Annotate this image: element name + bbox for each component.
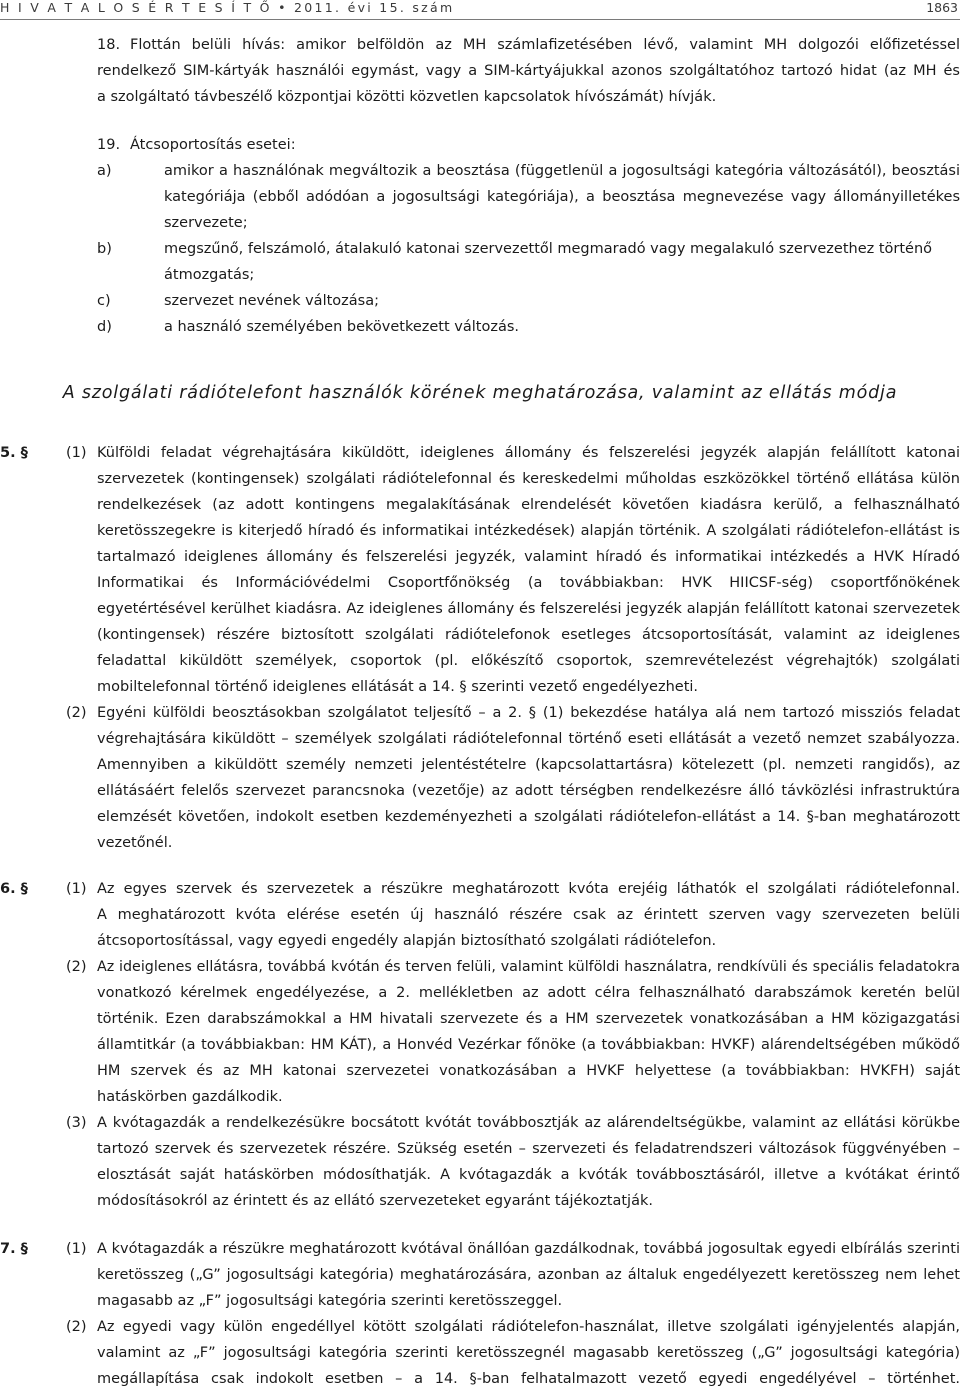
text-line: átcsoportosítással, vagy egyedi engedély alapján biztosítható szolgálati rádiótelefon. bbox=[97, 933, 717, 949]
section-7-1-text bbox=[97, 1236, 960, 1314]
text-line: módosításokról az érintett és az ellátó szervezeteket egyaránt tájékoztatják. bbox=[97, 1193, 653, 1209]
text-line: elosztását saját hatáskörben módosíthatják. A kvótagazdák a kvóták továbbosztásáról, illetve a kvótákat érintő bbox=[97, 1167, 960, 1183]
subitem-a-text bbox=[164, 158, 960, 236]
text-line: egyetértésével kerülhet kiadásra. Az ideiglenes állomány és felszerelési jegyzék alapján felállított katonai szervezetek bbox=[97, 601, 960, 617]
item-18-text bbox=[130, 32, 960, 58]
section-7-number: 7. § bbox=[0, 1241, 28, 1257]
section-5-2-label: (2) bbox=[66, 705, 87, 721]
text-line: tartalmazó ideiglenes állomány és felszerelési jegyzék, valamint híradó és informatikai intézkedés a HVK Híradó bbox=[97, 549, 960, 565]
text-line: keretösszegekre is kiterjedő híradó és informatikai intézkedések) alapján történik. A szolgálati rádiótelefon-ellátást is bbox=[97, 523, 960, 539]
section-6-2-text bbox=[97, 954, 960, 1110]
text-line: A meghatározott kvóta elérése esetén új használó részére csak az érintett szerven vagy szervezeten belüli bbox=[97, 907, 960, 923]
text-line: magasabb az „F” jogosultsági kategória szerinti keretösszeggel. bbox=[97, 1293, 563, 1309]
header-rule bbox=[0, 19, 960, 20]
text-line: amikor a használónak megváltozik a beosztása (függetlenül a jogosultsági kategória változásától), beosztási bbox=[164, 163, 960, 179]
journal-title: H I V A T A L O S É R T E S Í T Ő • 2011. évi 15. szám bbox=[0, 0, 455, 15]
text-line: Egyéni külföldi beosztásokban szolgálatot teljesítő – a 2. § (1) bekezdése hatálya alá nem tartozó missziós feladat bbox=[97, 705, 960, 721]
section-heading: A szolgálati rádiótelefont használók körének meghatározása, valamint az ellátás módja bbox=[62, 383, 898, 403]
section-6-2-label: (2) bbox=[66, 959, 87, 975]
text-line: (kontingensek) részére biztosított szolgálati rádiótelefonok esetleges átcsoportosítását, valamint az ideiglenes bbox=[97, 627, 960, 643]
text-line: A kvótagazdák a rendelkezésükre bocsátott kvótát továbbosztják az alárendeltségükbe, valamint az ellátási körükbe bbox=[97, 1115, 960, 1131]
text-line: rendelkező SIM-kártyák használói egymást, vagy a SIM-kártyájukkal azonos szolgáltatóhoz tartozó hidat (az MH és bbox=[97, 63, 960, 79]
section-6-3-label: (3) bbox=[66, 1115, 87, 1131]
text-line: Amennyiben a kiküldött személy nemzeti jelentéstételre (kapcsolattartásra) kötelezett (pl. nemzeti rangidős), az bbox=[97, 757, 960, 773]
text-line: ellátásáért felelős szervezet parancsnoka (vezetője) az adott térségben rendelkezésre álló távközlési infrastruktúra bbox=[97, 783, 960, 799]
text-line: valamint az „F” jogosultsági kategória szerinti keretösszegnél magasabb keretösszeg („G” jogosultsági kategória) bbox=[97, 1345, 960, 1361]
text-line: végrehajtására kiküldött – személyek szolgálati rádiótelefonnal történő eseti ellátását a vezető nemzet szabályozza. bbox=[97, 731, 960, 747]
text-line: Külföldi feladat végrehajtására kiküldött, ideiglenes állomány és felszerelési jegyzék alapján felállított katonai bbox=[97, 445, 960, 461]
item-19-title: Átcsoportosítás esetei: bbox=[130, 137, 296, 153]
text-line: szervezete; bbox=[164, 215, 248, 231]
text-line: a szolgáltató távbeszélő központjai közötti közvetlen kapcsolatok hívószámát) hívják. bbox=[97, 89, 717, 105]
text-line: Az egyedi vagy külön engedéllyel kötött szolgálati rádiótelefon-használat, illetve szolgálati igényjelentés alapján, bbox=[97, 1319, 960, 1335]
section-5-2-text bbox=[97, 700, 960, 856]
text-line: történik. Ezen darabszámokkal a HM hivatali szervezete és a HM szervezetek vonatkozásában a HM közigazgatási bbox=[97, 1011, 960, 1027]
text-line: keretösszeg („G” jogosultsági kategória) meghatározására, azonban az általuk engedélyezett keretösszeg nem lehet bbox=[97, 1267, 960, 1283]
item-18-text-cont bbox=[97, 58, 960, 110]
subitem-c-label: c) bbox=[97, 293, 111, 309]
text-line: vezetőnél. bbox=[97, 835, 173, 851]
text-line: tartozó szervek és szervezetek részére. Szükség esetén – szervezeti és feladatrendszeri változások függvényében – bbox=[97, 1141, 960, 1157]
text-line: feladattal kiküldött személyek, csoportok (pl. előkészítő csoportok, szemrevételezést végrehajtók) szolgálati bbox=[97, 653, 960, 669]
text-line: Az ideiglenes ellátásra, továbbá kvótán és terven felüli, valamint külföldi használatra, rendkívüli és speciális feladatokra bbox=[97, 959, 960, 975]
text-line: elemzését követően, indokolt esetben kezdeményezheti a szolgálati rádiótelefon-ellátást a 14. §-ban meghatározott bbox=[97, 809, 960, 825]
text-line: A kvótagazdák a részükre meghatározott kvótával önállóan gazdálkodnak, továbbá jogosultak egyedi elbírálás szerinti bbox=[97, 1241, 960, 1257]
text-line: szervezetek (kontingensek) szolgálati rádiótelefonnal és kereskedelmi műholdas eszközökkel történő ellátása külön bbox=[97, 471, 960, 487]
page-header bbox=[0, 0, 960, 16]
text-line: megszűnő, felszámoló, átalakuló katonai szervezettől megmaradó vagy megalakuló szervezethez történő bbox=[164, 241, 933, 257]
subitem-b-label: b) bbox=[97, 241, 112, 257]
section-7-2-label: (2) bbox=[66, 1319, 87, 1335]
section-5-1-text bbox=[97, 440, 960, 700]
text-line: szervezet nevének változása; bbox=[164, 293, 379, 309]
text-line: a használó személyében bekövetkezett változás. bbox=[164, 319, 519, 335]
section-6-3-text bbox=[97, 1110, 960, 1214]
text-line: rendelkezések (az adott kontingens megalakításának elrendelését követően kiadásra kerülő, a felhasználható bbox=[97, 497, 960, 513]
section-5-number: 5. § bbox=[0, 445, 28, 461]
section-6-1-text bbox=[97, 876, 960, 954]
text-line: Flottán belüli hívás: amikor belföldön az MH számlafizetésében lévő, valamint MH dolgozói előfizetéssel bbox=[130, 37, 960, 53]
text-line: HM szervek és az MH katonai szervezetei vonatkozásában a HVKF helyettese (a továbbiakban: HVKFH) saját bbox=[97, 1063, 960, 1079]
subitem-d-label: d) bbox=[97, 319, 112, 335]
text-line: hatáskörben gazdálkodik. bbox=[97, 1089, 283, 1105]
item-19-number: 19. bbox=[97, 137, 121, 153]
section-7-2-text bbox=[97, 1314, 960, 1392]
text-line: vonatkozó kérelmek engedélyezése, a 2. mellékletben az adott célra felhasználható darabszámok keretén belül bbox=[97, 985, 960, 1001]
text-line: államtitkár (a továbbiakban: HM KÁT), a Honvéd Vezérkar főnöke (a továbbiakban: HVKF) alárendeltségében működő bbox=[97, 1037, 960, 1053]
text-line: Az egyes szervek és szervezetek a részükre meghatározott kvóta erejéig láthatók el szolgálati rádiótelefonnal. bbox=[97, 881, 960, 897]
section-6-1-label: (1) bbox=[66, 881, 87, 897]
section-6-number: 6. § bbox=[0, 881, 28, 897]
section-7-1-label: (1) bbox=[66, 1241, 87, 1257]
subitem-d-text bbox=[164, 314, 960, 340]
subitem-b-text bbox=[164, 236, 960, 288]
subitem-c-text bbox=[164, 288, 960, 314]
text-line: kategóriája (ebből adódóan a jogosultsági kategóriája), a beosztása megnevezése vagy állományilletékes bbox=[164, 189, 960, 205]
section-5-1-label: (1) bbox=[66, 445, 87, 461]
text-line: megállapítása csak indokolt esetben – a 14. §-ban felhatalmazott vezető egyedi engedélyével – történhet. bbox=[97, 1371, 960, 1387]
page-number: 1863 bbox=[926, 0, 958, 15]
text-line: átmozgatás; bbox=[164, 267, 255, 283]
text-line: mobiltelefonnal történő ideiglenes ellátását a 14. § szerinti vezető engedélyezheti. bbox=[97, 679, 699, 695]
text-line: Informatikai és Információvédelmi Csoportfőnökség (a továbbiakban: HVK HIICSF-ség) csoportfőnökének bbox=[97, 575, 960, 591]
subitem-a-label: a) bbox=[97, 163, 112, 179]
item-18-number: 18. bbox=[97, 37, 121, 53]
